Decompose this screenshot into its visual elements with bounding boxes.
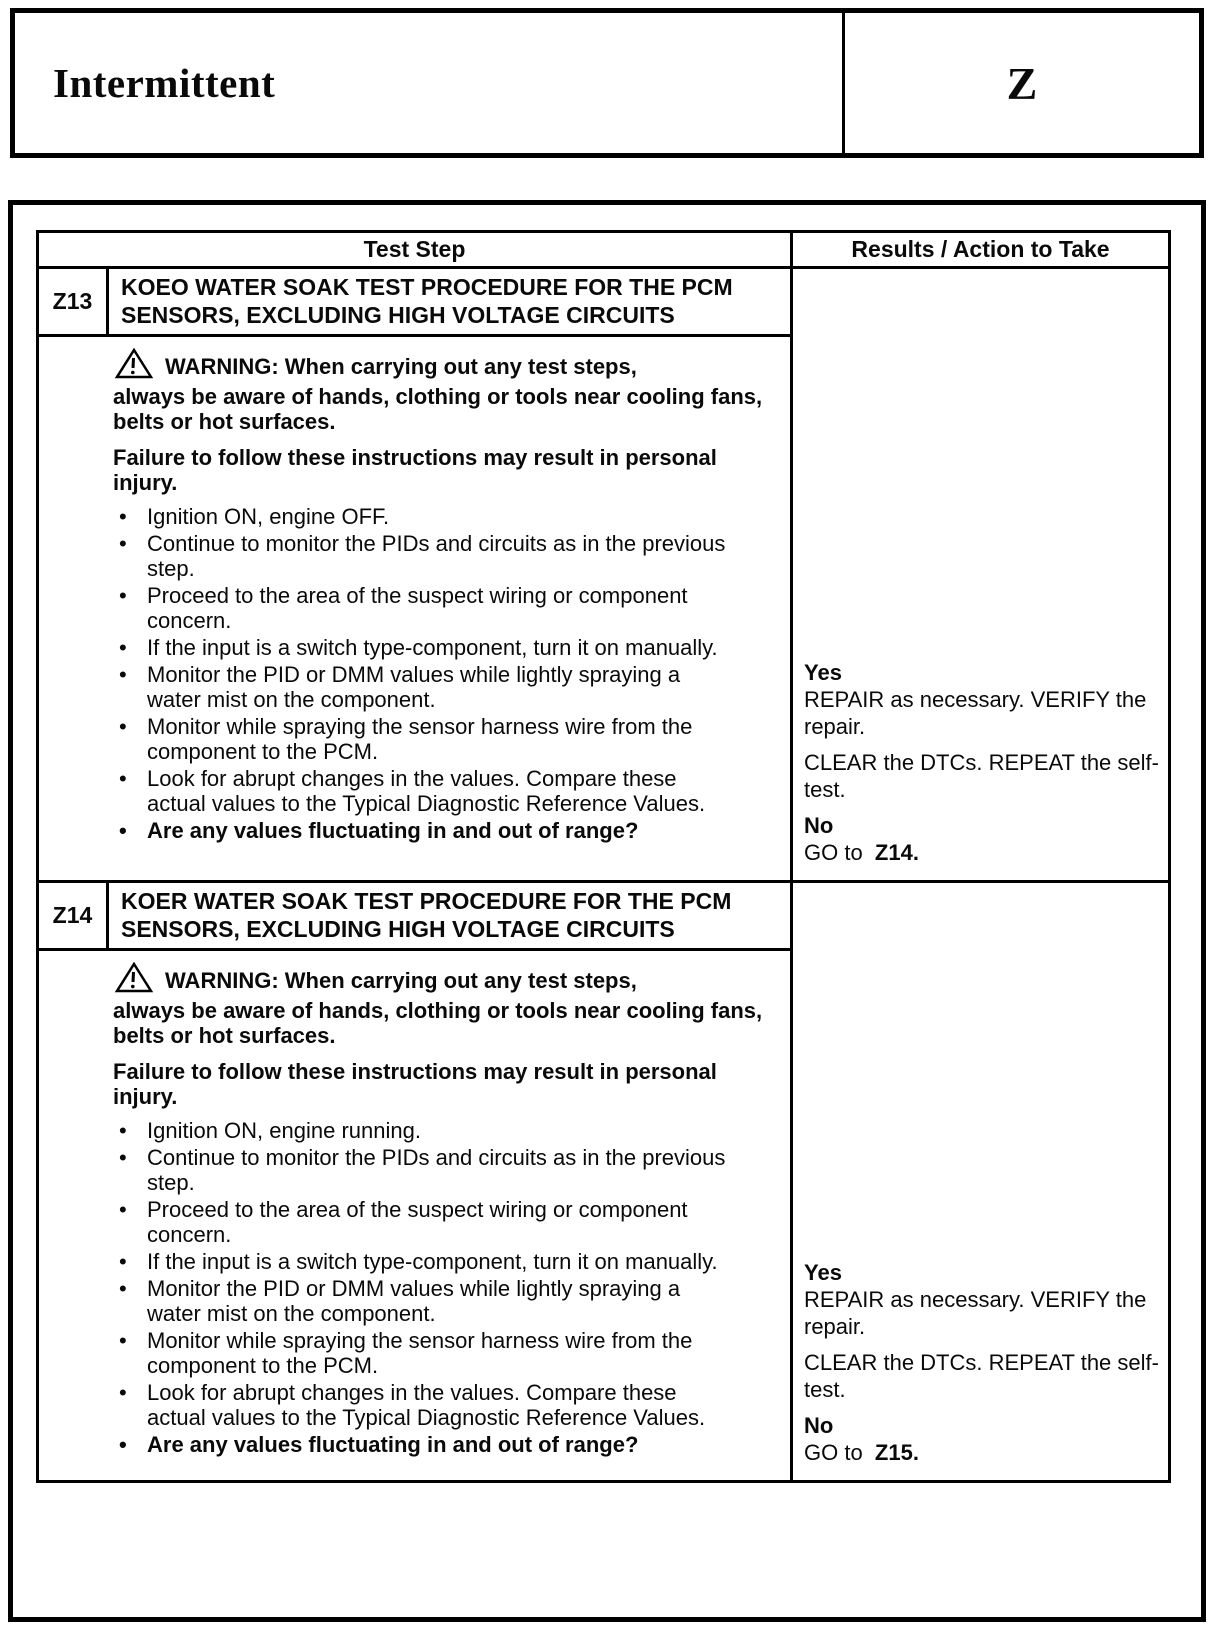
- bullet-item: • Proceed to the area of the suspect wiring or component concern.: [113, 1197, 776, 1247]
- warning-rest: always be aware of hands, clothing or tools near cooling fans, belts or hot surfaces.: [113, 384, 763, 435]
- yes-label: Yes: [804, 660, 842, 685]
- bullet-item: • Continue to monitor the PIDs and circuits as in the previous step.: [113, 531, 776, 581]
- caution-paragraph: Failure to follow these instructions may result in personal injury.: [113, 445, 717, 496]
- bullet-marker: •: [119, 635, 127, 661]
- bullet-marker: •: [119, 504, 127, 530]
- step-title: KOER WATER SOAK TEST PROCEDURE FOR THE PCM SENSORS, EXCLUDING HIGH VOLTAGE CIRCUITS: [121, 888, 732, 942]
- step-body: [39, 337, 790, 880]
- bullet-item: • If the input is a switch type-component, turn it on manually.: [113, 635, 776, 660]
- step-title-row: [39, 883, 790, 951]
- step-id: Z13: [39, 269, 109, 334]
- yes-action: CLEAR the DTCs. REPEAT the self-test.: [804, 750, 1159, 802]
- step-question: • Are any values fluctuating in and out of range?: [113, 818, 776, 843]
- warning-icon: [113, 962, 153, 998]
- bullet-marker: •: [119, 1328, 127, 1354]
- bullet-item: • Ignition ON, engine OFF.: [113, 504, 776, 529]
- instruction-list: [113, 504, 776, 843]
- bullet-item: • If the input is a switch type-component, turn it on manually.: [113, 1249, 776, 1274]
- caution-paragraph: Failure to follow these instructions may result in personal injury.: [113, 1059, 717, 1110]
- bullet-marker: •: [119, 818, 127, 844]
- warning-icon: [113, 348, 153, 384]
- page-header: [10, 8, 1204, 158]
- no-action: GO to Z15.: [804, 1440, 919, 1465]
- test-step-row-z14: [39, 883, 1168, 1480]
- bullet-item: • Monitor the PID or DMM values while lightly spraying a water mist on the component.: [113, 1276, 776, 1326]
- yes-action: CLEAR the DTCs. REPEAT the self-test.: [804, 1350, 1159, 1402]
- bullet-marker: •: [119, 1249, 127, 1275]
- bullet-marker: •: [119, 1197, 127, 1223]
- step-question: • Are any values fluctuating in and out of range?: [113, 1432, 776, 1457]
- yes-action: REPAIR as necessary. VERIFY the repair.: [804, 687, 1147, 739]
- bullet-marker: •: [119, 531, 127, 557]
- bullet-marker: •: [119, 1145, 127, 1171]
- results-cell: [793, 883, 1168, 1480]
- results-cell: [793, 269, 1168, 880]
- test-step-cell: [39, 883, 793, 1480]
- step-title-row: [39, 269, 790, 337]
- no-label: No: [804, 813, 834, 838]
- bullet-marker: •: [119, 714, 127, 740]
- step-title: KOEO WATER SOAK TEST PROCEDURE FOR THE PCM SENSORS, EXCLUDING HIGH VOLTAGE CIRCUITS: [121, 274, 733, 328]
- warning-rest: always be aware of hands, clothing or tools near cooling fans, belts or hot surfaces.: [113, 998, 763, 1049]
- warning-paragraph: [113, 348, 773, 434]
- bullet-marker: •: [119, 1276, 127, 1302]
- test-step-row-z13: [39, 269, 1168, 883]
- section-letter: Z: [1006, 57, 1038, 109]
- instruction-list: [113, 1118, 776, 1457]
- bullet-item: • Proceed to the area of the suspect wiring or component concern.: [113, 583, 776, 633]
- page-title: Intermittent: [53, 60, 276, 106]
- page-header-section-cell: [845, 13, 1199, 153]
- warning-intro: WARNING: When carrying out any test steps,: [165, 354, 637, 380]
- column-header-test-step: Test Step: [39, 233, 793, 266]
- page-header-title-cell: [15, 13, 845, 153]
- go-to-target: Z14.: [874, 840, 919, 865]
- warning-paragraph: [113, 962, 773, 1048]
- bullet-item: • Look for abrupt changes in the values. Compare these actual values to the Typical Diagnostic Reference Values.: [113, 766, 776, 816]
- bullet-item: • Monitor the PID or DMM values while lightly spraying a water mist on the component.: [113, 662, 776, 712]
- bullet-marker: •: [119, 662, 127, 688]
- warning-intro: WARNING: When carrying out any test steps,: [165, 968, 637, 994]
- yes-action: REPAIR as necessary. VERIFY the repair.: [804, 1287, 1147, 1339]
- bullet-marker: •: [119, 1380, 127, 1406]
- bullet-marker: •: [119, 583, 127, 609]
- go-to-target: Z15.: [874, 1440, 919, 1465]
- test-step-cell: [39, 269, 793, 880]
- bullet-marker: •: [119, 1432, 127, 1458]
- no-label: No: [804, 1413, 834, 1438]
- bullet-item: • Look for abrupt changes in the values. Compare these actual values to the Typical Diagnostic Reference Values.: [113, 1380, 776, 1430]
- content-frame: [8, 200, 1206, 1622]
- bullet-item: • Continue to monitor the PIDs and circuits as in the previous step.: [113, 1145, 776, 1195]
- bullet-marker: •: [119, 766, 127, 792]
- bullet-item: • Monitor while spraying the sensor harness wire from the component to the PCM.: [113, 1328, 776, 1378]
- step-body: [39, 951, 790, 1480]
- table-header-row: [39, 233, 1168, 269]
- column-header-results: Results / Action to Take: [851, 236, 1110, 262]
- bullet-item: • Ignition ON, engine running.: [113, 1118, 776, 1143]
- bullet-marker: •: [119, 1118, 127, 1144]
- bullet-item: • Monitor while spraying the sensor harness wire from the component to the PCM.: [113, 714, 776, 764]
- yes-label: Yes: [804, 1260, 842, 1285]
- no-action: GO to Z14.: [804, 840, 919, 865]
- step-id: Z14: [39, 883, 109, 948]
- pinpoint-test-table: [36, 230, 1171, 1483]
